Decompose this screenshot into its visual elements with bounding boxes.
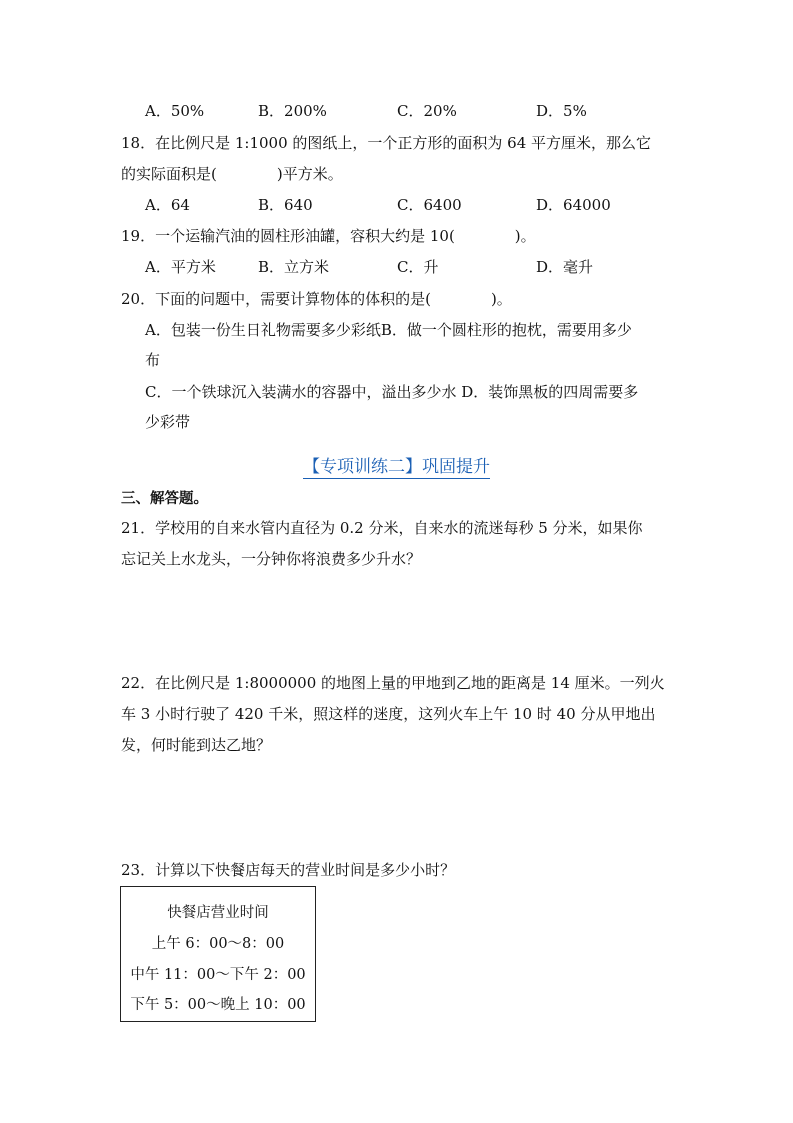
q17-option-b: B．200% xyxy=(258,102,327,120)
q19-option-c: C．升 xyxy=(397,258,439,276)
q19-option-d: D．毫升 xyxy=(536,258,594,276)
business-hours-title: 快餐店营业时间 xyxy=(167,905,269,921)
q21-text-line1: 21．学校用的自来水管内直径为 0.2 分米，自来水的流迷每秒 5 分米，如果你 xyxy=(121,519,643,537)
section-title xyxy=(0,452,793,477)
q18-option-d: D．64000 xyxy=(536,196,611,214)
section-title-text: 【专项训练二】巩固提升 xyxy=(303,457,490,477)
q19-option-a: A．平方米 xyxy=(145,258,216,276)
business-hours-noon: 中午 11：00～下午 2：00 xyxy=(130,967,306,983)
q18-option-c: C．6400 xyxy=(397,196,462,214)
q22-text-line2: 车 3 小时行驶了 420 千米，照这样的迷度，这列火车上午 10 时 40 分从甲地出 xyxy=(121,705,656,723)
q17-option-a: A．50% xyxy=(145,102,205,120)
q19-option-b: B．立方米 xyxy=(258,258,330,276)
q20-text-line1: 20．下面的问题中，需要计算物体的体积的是( )。 xyxy=(121,290,512,308)
q22-text-line3: 发，何时能到达乙地？ xyxy=(121,736,272,754)
q23-text-line1: 23．计算以下快餐店每天的营业时间是多少小时？ xyxy=(121,861,456,879)
q17-option-c: C．20% xyxy=(397,102,457,120)
business-hours-evening: 下午 5：00～晚上 10：00 xyxy=(130,997,306,1013)
q19-text-line1: 19．一个运输汽油的圆柱形油罐，容积大约是 10( )。 xyxy=(121,227,536,245)
q18-option-b: B．640 xyxy=(258,196,313,214)
q18-text-line1: 18．在比例尺是 1:1000 的图纸上，一个正方形的面积为 64 平方厘米，那么它 xyxy=(121,134,652,152)
q18-text-line2: 的实际面积是( )平方米。 xyxy=(121,165,343,183)
q20-options-ab-line2: 布 xyxy=(145,351,161,369)
q20-options-ab-line1: A．包装一份生日礼物需要多少彩纸B．做一个圆柱形的抱枕，需要用多少 xyxy=(145,321,632,339)
q18-option-a: A．64 xyxy=(145,196,190,214)
q17-option-d: D．5% xyxy=(536,102,587,120)
business-hours-box xyxy=(120,886,316,1022)
q21-text-line2: 忘记关上水龙头，一分钟你将浪费多少升水？ xyxy=(121,550,422,568)
business-hours-morning: 上午 6：00～8：00 xyxy=(151,936,285,952)
q20-options-cd-line2: 少彩带 xyxy=(145,413,191,431)
q20-options-cd-line1: C．一个铁球沉入装满水的容器中，溢出多少水 D．装饰黑板的四周需要多 xyxy=(145,383,639,401)
section-heading: 三、解答题。 xyxy=(121,491,208,507)
q22-text-line1: 22．在比例尺是 1:8000000 的地图上量的甲地到乙地的距离是 14 厘米。一列火 xyxy=(121,674,665,692)
